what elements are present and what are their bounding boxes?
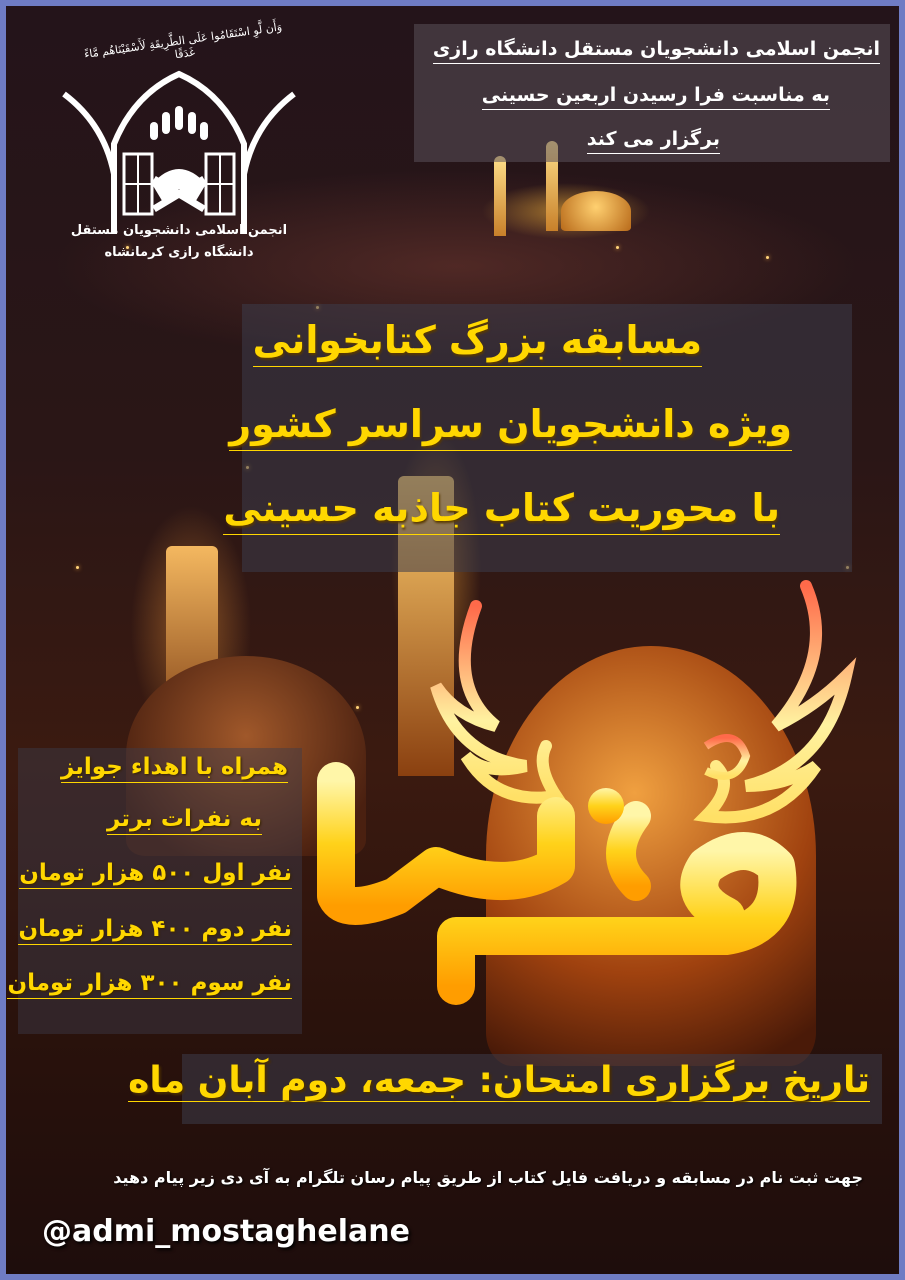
prize-first: نفر اول ۵۰۰ هزار تومان — [19, 860, 292, 889]
logo-title-line1: انجمن اسلامی دانشجویان مستقل — [70, 223, 288, 238]
organizer-line2: به مناسبت فرا رسیدن اربعین حسینی — [482, 84, 830, 110]
prize-third: نفر سوم ۳۰۰ هزار تومان — [7, 970, 292, 999]
background-minaret-1 — [494, 156, 506, 236]
exam-date-panel — [128, 1054, 882, 1124]
background-dome-top — [561, 191, 631, 231]
organizer-banner — [414, 24, 890, 162]
prizes-panel — [7, 748, 302, 1034]
competition-title-line1: مسابقه بزرگ کتابخوانی — [253, 318, 702, 367]
exam-date-text: تاریخ برگزاری امتحان: جمعه، دوم آبان ماه — [128, 1060, 870, 1101]
competition-title-panel — [223, 304, 852, 572]
prize-second: نفر دوم ۴۰۰ هزار تومان — [18, 916, 292, 945]
logo-title-line2: دانشگاه رازی کرمانشاه — [104, 245, 254, 260]
organizer-line1: انجمن اسلامی دانشجویان مستقل دانشگاه رازی — [433, 38, 880, 64]
competition-title-line2: ویژه دانشجویان سراسر کشور — [229, 402, 792, 451]
logo-emblem-icon — [44, 34, 314, 234]
logo-title — [44, 220, 314, 264]
logo-motto: وَأَن لَّوِ اسْتَقَامُوا عَلَى الطَّرِيقَةِ لَأَسْقَيْنَاهُم مَّاءً غَدَقًا — [83, 20, 283, 62]
organizer-line3: برگزار می کند — [587, 128, 720, 154]
registration-instructions: جهت ثبت نام در مسابقه و دریافت فایل کتاب از طریق پیام رسان تلگرام به آی دی زیر پیام دهید — [113, 1168, 863, 1187]
fotros-word: فطرس — [306, 566, 310, 567]
association-logo — [44, 20, 314, 274]
prizes-intro-line1: همراه با اهداء جوایز — [61, 754, 288, 783]
prizes-intro-line2: به نفرات برتر — [107, 806, 262, 835]
telegram-id: @admi_mostaghelane — [42, 1214, 410, 1249]
competition-title-line3: با محوریت کتاب جاذبه حسینی — [223, 486, 780, 535]
fotros-wings-logo — [306, 566, 866, 1066]
